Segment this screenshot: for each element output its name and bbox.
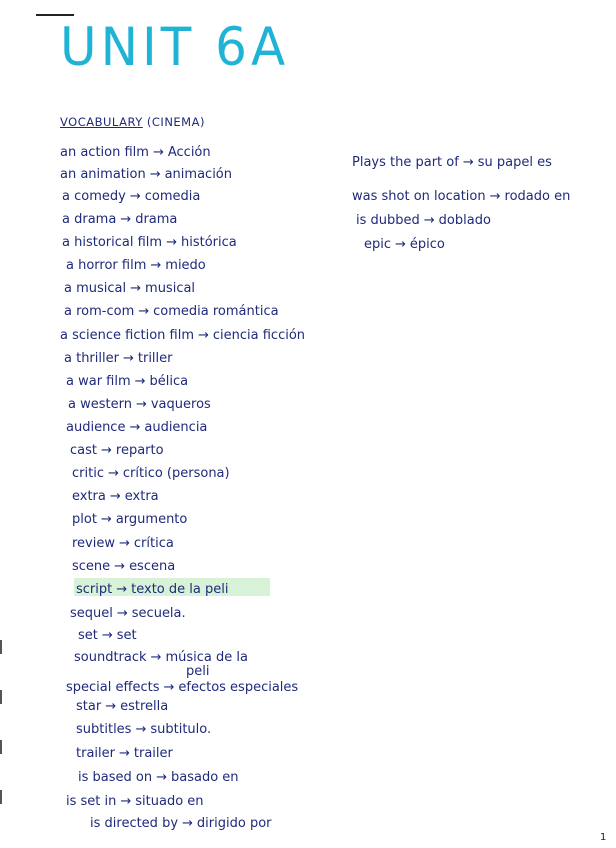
arrow-icon: → [129,189,141,204]
vocab-entry [66,258,206,273]
arrow-icon: → [120,212,132,227]
english-term: is directed by [90,816,179,831]
arrow-icon: → [114,559,126,574]
vocab-entry [76,699,168,714]
margin-tick [0,640,2,654]
arrow-icon: → [122,351,134,366]
english-term: Plays the part of [352,155,459,170]
arrow-icon: → [100,512,112,527]
english-term: sequel [70,606,113,621]
english-term: audience [66,420,126,435]
english-term: soundtrack [74,650,147,665]
arrow-icon: → [163,680,175,695]
spanish-translation: doblado [438,213,491,228]
vocab-entry [72,536,174,551]
english-term: trailer [76,746,115,761]
arrow-icon: → [423,213,435,228]
vocab-entry [66,374,188,389]
spanish-translation: subtitulo. [150,722,212,737]
vocab-entry [70,606,186,621]
spanish-translation: crítica [133,536,174,551]
spanish-translation: Acción [167,145,211,160]
vocab-entry [62,189,200,204]
english-term: a thriller [64,351,119,366]
spanish-translation: miedo [165,258,206,273]
spanish-translation: situado en [135,794,204,809]
english-term: script [76,582,113,597]
arrow-icon: → [150,650,162,665]
english-term: star [76,699,102,714]
arrow-icon: → [134,374,146,389]
heading-note: (CINEMA) [146,115,205,129]
spanish-translation: animación [164,167,232,182]
english-term: a horror film [66,258,147,273]
vocab-entry [72,512,187,527]
arrow-icon: → [120,794,132,809]
vocab-entry [352,155,552,170]
arrow-icon: → [135,722,147,737]
vocab-entry [76,582,228,597]
spanish-translation: estrella [120,699,169,714]
vocab-entry [70,443,164,458]
arrow-icon: → [129,420,141,435]
spanish-translation: efectos especiales [178,680,299,695]
spanish-translation: extra [124,489,159,504]
vocab-entry [78,628,137,643]
vocab-entry [64,351,173,366]
spanish-translation: drama [135,212,178,227]
english-term: is based on [78,770,153,785]
english-term: was shot on location [352,189,486,204]
spanish-translation: bélica [149,374,189,389]
english-term: critic [72,466,104,481]
english-term: an animation [60,167,146,182]
spanish-translation: comedia romántica [153,304,279,319]
arrow-icon: → [116,582,128,597]
english-term: a drama [62,212,117,227]
spanish-translation: épico [409,237,445,252]
spanish-translation: vaqueros [150,397,211,412]
page-number: 1 [600,832,607,843]
english-term: a comedy [62,189,126,204]
vocab-entry [76,746,173,761]
arrow-icon: → [135,397,147,412]
english-term: a war film [66,374,131,389]
arrow-icon: → [130,281,142,296]
margin-tick [0,790,2,804]
vocab-entry [352,189,570,204]
arrow-icon: → [109,489,121,504]
english-term: a western [68,397,132,412]
vocab-entry [72,559,175,574]
page-title: UNIT 6A [60,16,290,78]
margin-tick [0,740,2,754]
english-term: cast [70,443,97,458]
english-term: special effects [66,680,160,695]
arrow-icon: → [182,816,193,831]
vocab-entry [60,167,232,182]
spanish-translation: musical [145,281,196,296]
arrow-icon: → [149,167,161,182]
arrow-icon: → [100,443,112,458]
arrow-icon: → [105,699,117,714]
vocab-entry [364,237,445,252]
arrow-icon: → [116,606,128,621]
arrow-icon: → [107,466,119,481]
vocab-entry [76,722,211,737]
english-term: review [72,536,115,551]
margin-tick [0,690,2,704]
vocab-entry [72,489,159,504]
soundtrack-continuation: peli [186,664,210,679]
spanish-translation: secuela. [131,606,186,621]
english-term: a musical [64,281,127,296]
english-term: a historical film [62,235,163,250]
vocab-entry [66,794,204,809]
spanish-translation: set [116,628,137,643]
arrow-icon: → [395,237,406,252]
spanish-translation: rodado en [504,189,571,204]
english-term: extra [72,489,106,504]
vocab-entry [78,770,239,785]
arrow-icon: → [152,145,164,160]
section-heading [60,115,205,129]
vocab-entry [64,304,279,319]
arrow-icon: → [166,235,177,250]
spanish-translation: basado en [171,770,239,785]
arrow-icon: → [462,155,474,170]
english-term: a rom-com [64,304,135,319]
vocab-entry [74,650,248,665]
arrow-icon: → [101,628,113,643]
english-term: subtitles [76,722,132,737]
vocab-entry [66,680,298,695]
english-term: is dubbed [356,213,420,228]
spanish-translation: histórica [180,235,237,250]
spanish-translation: argumento [115,512,188,527]
english-term: scene [72,559,111,574]
heading-label: VOCABULARY [60,115,143,129]
arrow-icon: → [197,328,209,343]
vocab-entry [62,235,237,250]
english-term: plot [72,512,97,527]
vocab-entry [64,281,195,296]
spanish-translation: escena [129,559,176,574]
spanish-translation: dirigido por [196,816,272,831]
arrow-icon: → [489,189,501,204]
vocab-entry [60,145,211,160]
spanish-translation: reparto [115,443,164,458]
english-term: epic [364,237,392,252]
vocab-entry [68,397,211,412]
arrow-icon: → [156,770,167,785]
vocab-entry [72,466,230,481]
arrow-icon: → [119,536,130,551]
vocab-entry [90,816,272,831]
vocab-entry [356,213,491,228]
spanish-translation: audiencia [144,420,208,435]
vocab-entry [60,328,305,343]
spanish-translation: texto de la peli [131,582,229,597]
spanish-translation: trailer [133,746,173,761]
arrow-icon: → [138,304,150,319]
english-term: a science fiction film [60,328,194,343]
vocab-entry [66,420,207,435]
arrow-icon: → [150,258,162,273]
arrow-icon: → [118,746,130,761]
spanish-translation: triller [137,351,173,366]
spanish-translation: su papel es [477,155,552,170]
spanish-translation: música de la [165,650,248,665]
vocab-entry [62,212,177,227]
english-term: set [78,628,98,643]
spanish-translation: crítico (persona) [122,466,230,481]
english-term: an action film [60,145,149,160]
spanish-translation: comedia [144,189,201,204]
english-term: is set in [66,794,117,809]
spanish-translation: ciencia ficción [212,328,306,343]
